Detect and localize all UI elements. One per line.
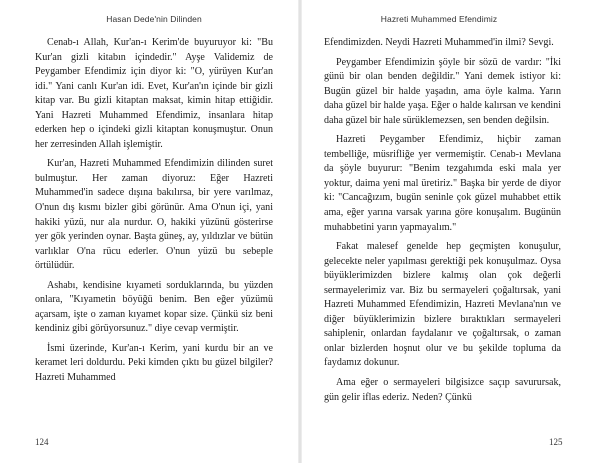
paragraph: Ashabı, kendisine kıyameti sorduklarında, bu yüzden onlara, "Kıyametin böyüğü benim. Ben eğer yüzümü açarsam, işte o zaman kıyamet kopar size. Çünkü siz beni kendiniz gibi görüyorsunuz." diye cevap vermiştir. bbox=[35, 279, 273, 335]
paragraph: Kur'an, Hazreti Muhammed Efendimizin dilinden suret bulmuştur. Her zaman diyoruz: Eğer Hazreti Muhammed'in sadece dışına bakılırsa, bir yere varılmaz, O'nun dış kısmı bizler gibi görünür. Ama O'nun içi, yani hakiki yüzü, nur ala nurdur. O, hakiki yüzünü gösterirse yer gök yerinden oynar. Başta güneş, ay, yıldızlar ve bütün varlıklar O'na rücu ederler. O'nun yüzü bu sebeple örtülüdür. bbox=[35, 158, 273, 272]
running-head-right: Hazreti Muhammed Efendimiz bbox=[380, 14, 498, 24]
running-head-left: Hasan Dede'nin Dilinden bbox=[106, 14, 202, 24]
paragraph: Ama eğer o sermayeleri bilgisizce saçıp savurursak, gün gelir iflas ederiz. Neden? Çünkü bbox=[324, 377, 561, 403]
page-number-right: 125 bbox=[549, 437, 563, 447]
paragraph: Efendimizden. Neydi Hazreti Muhammed'in ilmi? Sevgi. bbox=[324, 37, 554, 48]
paragraph: Fakat malesef genelde hep geçmişten konuşulur, gelecekte neler yapılması gerektiği pek konuşulmaz. Oysa büyüklerimizden bizlere kalmış olan çok değerli sermayelerimiz var. Biz bu sermayeleri çoğaltırsak, yani Hazreti Muhammed Efendimizin, Hazreti Mevlana'nın ve diğer büyüklerimizin bizlere bıraktıkları sermayeleri sahiplenir, onlardan faydalanır ve çoğaltırsak, o zaman onlar bizlerden hoşnut olur ve bu şekilde topluma da faydamız dokunur. bbox=[324, 241, 561, 369]
paragraph: Hazreti Peygamber Efendimiz, hiçbir zaman tembelliğe, müsrifliğe yer vermemiştir. Cenab-ı Mevlana da şöyle buyurur: "Benim tezgahımda eski mala yer yoktur, daima yeni mal üretiriz." Başka bir yerde de diyor ki: "Cancağızım, bugün seninle çok güzel muhabbet ettik ama, eğer yarına varsak yarına göre konuşalım. Bugünün muhabbetini yarın yapmayalım." bbox=[324, 134, 561, 233]
right-page bbox=[300, 0, 600, 463]
paragraph: İsmi üzerinde, Kur'an-ı Kerim, yani kurdu bir an ve keramet leri doldurdu. Peki kimden çıktı bu güzel bilgiler? Hazreti Muhammed bbox=[35, 342, 273, 384]
left-page-body bbox=[35, 36, 273, 391]
page-number-left: 124 bbox=[35, 437, 49, 447]
paragraph: Peygamber Efendimizin şöyle bir sözü de vardır: "İki günü bir olan benden değildir." Yani demek istiyor ki: Bugün güzel bir halde yaşadın, ama öyle kalma. Yarın daha güzel bir halde yaşa. Eğer o halde kalırsan ve kendini daha güzel bir hale sürüklemezsen, sen benden değilsin. bbox=[324, 56, 561, 126]
right-page-body bbox=[324, 36, 561, 410]
paragraph: Cenab-ı Allah, Kur'an-ı Kerim'de buyuruyor ki: "Bu Kur'an gizli kitabın içindedir." Ayşe Validemiz de Peygamber Efendimiz için diyor ki: "O, yürüyen Kur'an idi." Yani canlı Kur'an idi. Evet, Kur'an'ın içinde bir gizli kitap var. Bu gizli kitaptan maksat, kimin hitap ettiğidir. Yani Hazreti Muhammed Efendimiz, insanlara hitap ederken hep o içindeki gizli kitaptan konuşmuştur. Onun her zerresinden Allah işlemiştir. bbox=[35, 37, 273, 150]
